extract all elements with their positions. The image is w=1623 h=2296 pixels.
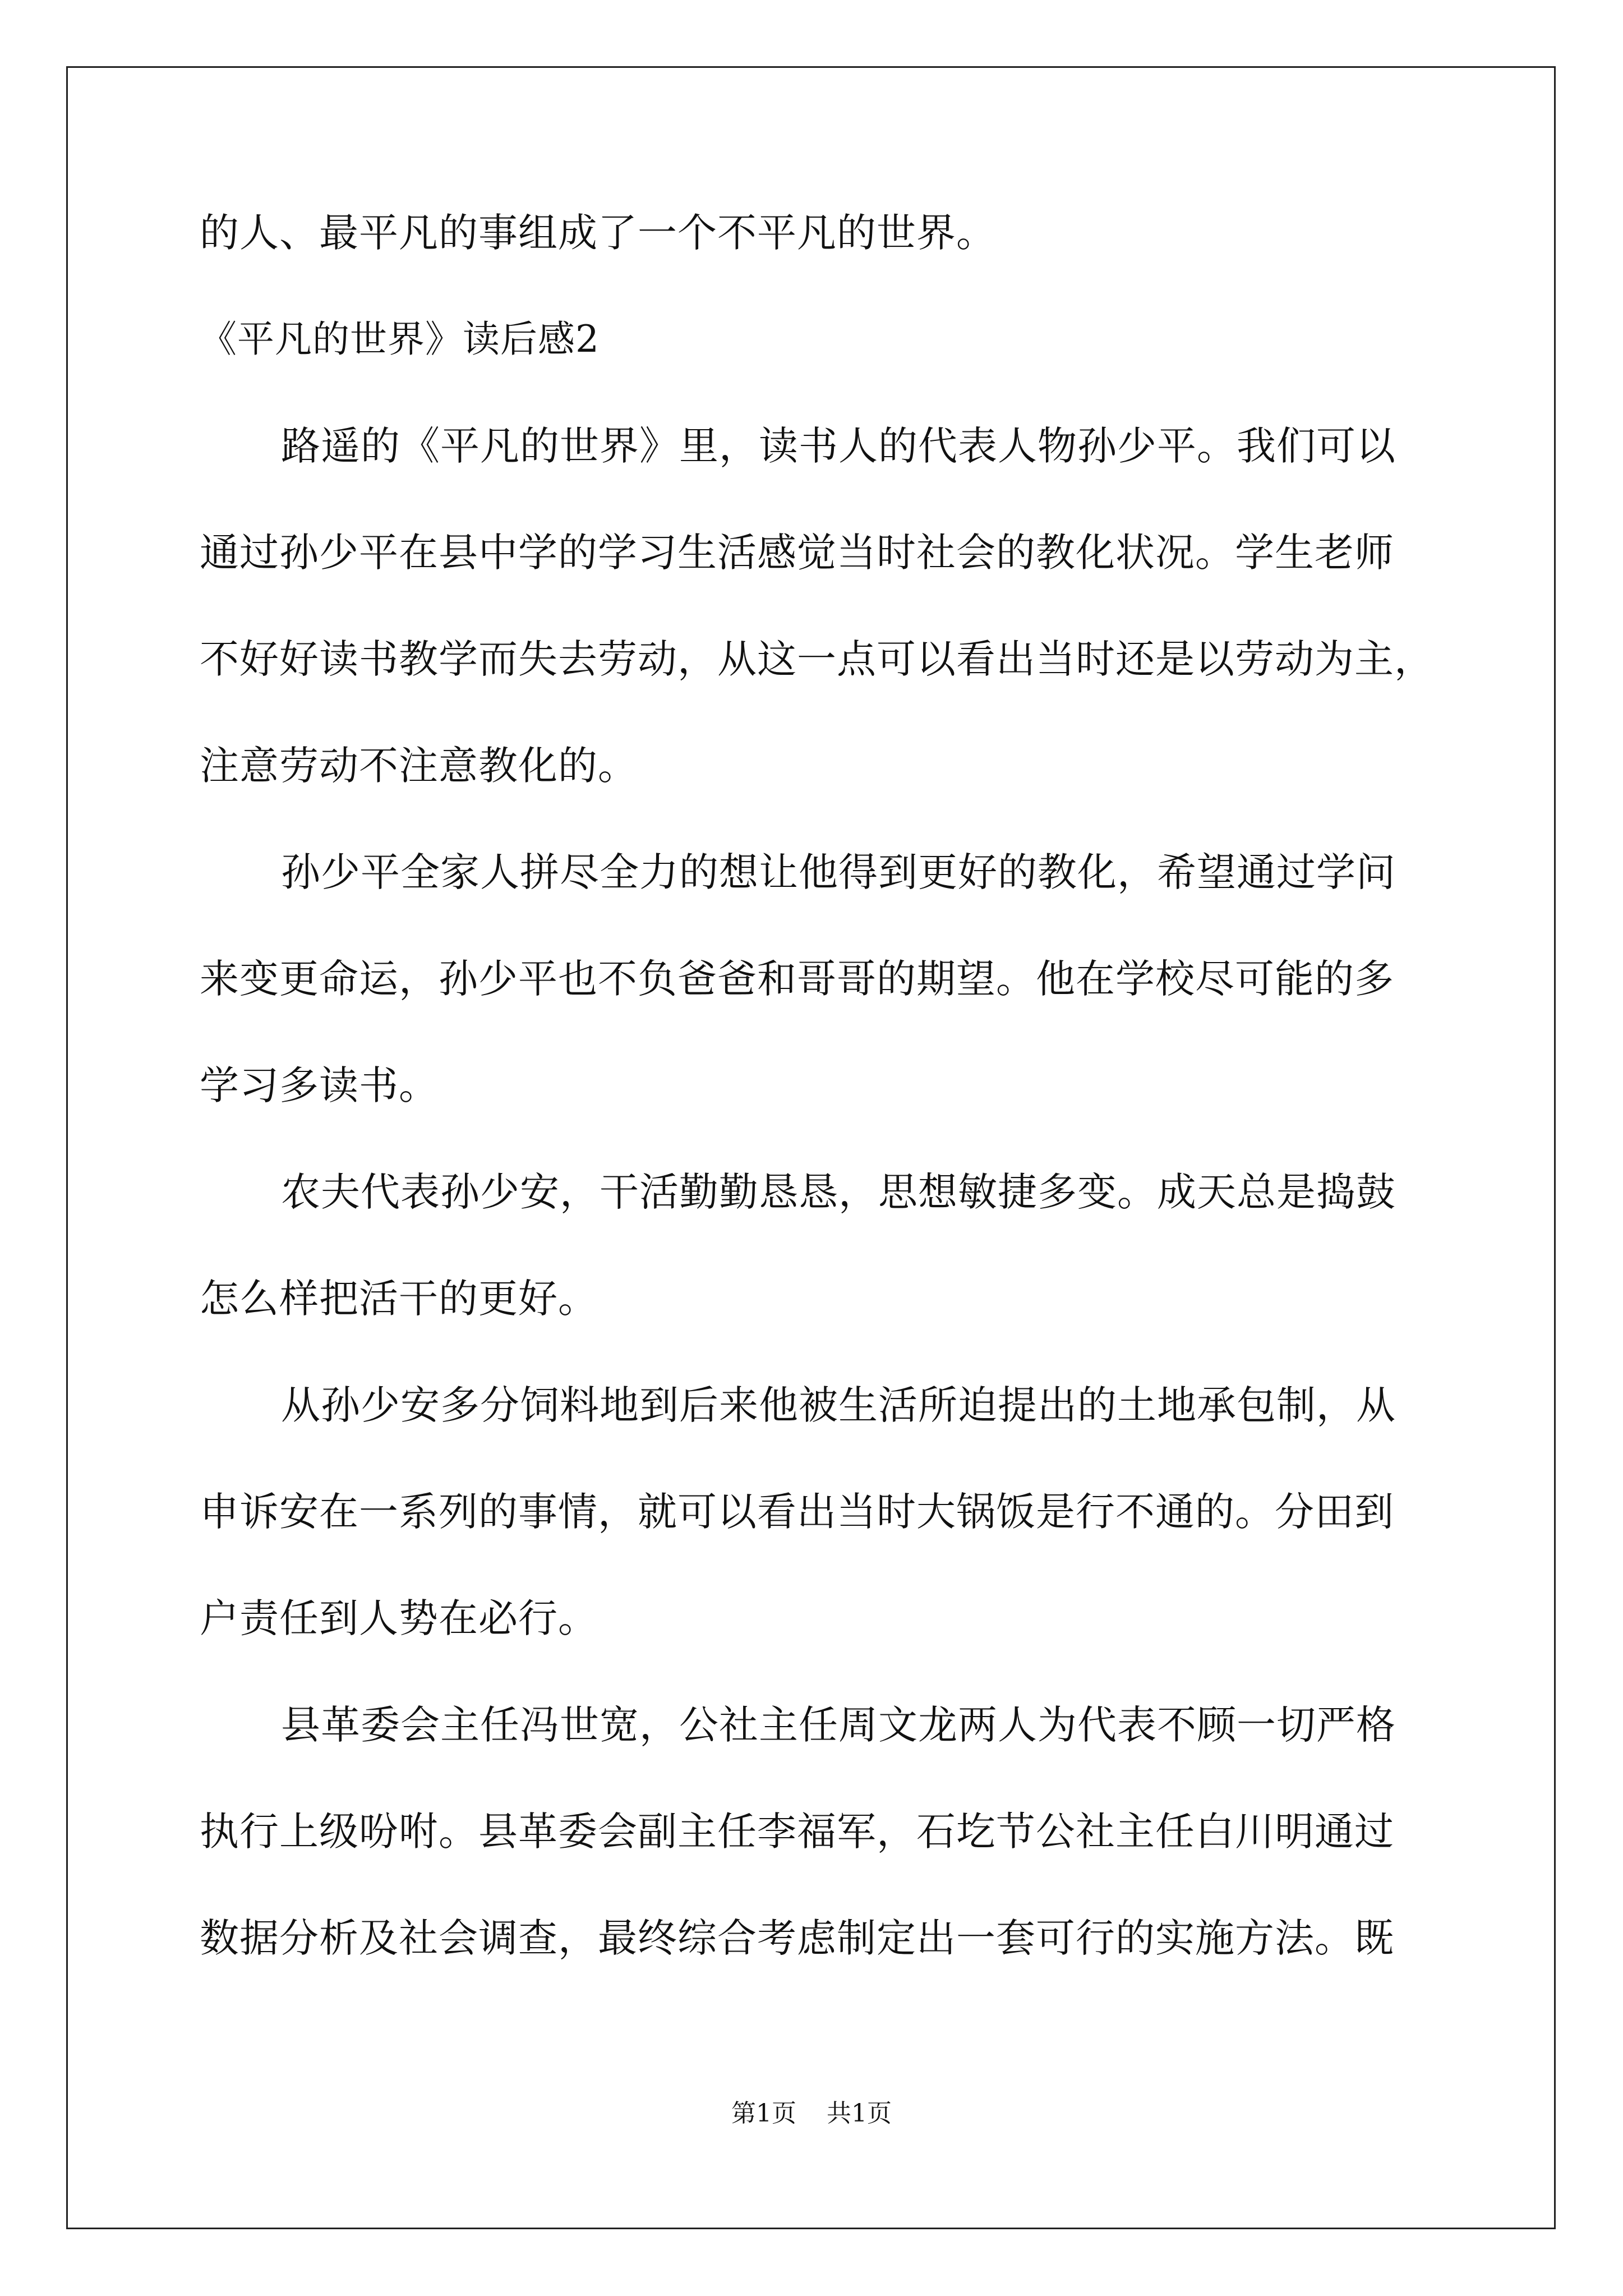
text-line: 申诉安在一系列的事情，就可以看出当时大锅饭是行不通的。分田到 [200, 1489, 1394, 1535]
text-line: 注意劳动不注意教化的。 [200, 743, 638, 789]
text-line: 学习多读书。 [200, 1062, 439, 1108]
text-line: 路遥的《平凡的世界》里，读书人的代表人物孙少平。我们可以 [281, 423, 1396, 469]
page-total: 共1页 [827, 2099, 892, 2128]
text-line: 孙少平全家人拼尽全力的想让他得到更好的教化，希望通过学问 [281, 849, 1396, 895]
document-body [200, 208, 1439, 2019]
text-line: 农夫代表孙少安，干活勤勤恳恳，思想敏捷多变。成天总是捣鼓 [281, 1169, 1396, 1215]
page-footer [0, 2097, 1623, 2131]
text-line: 来变更命运，孙少平也不负爸爸和哥哥的期望。他在学校尽可能的多 [200, 956, 1394, 1002]
text-line: 通过孙少平在县中学的学习生活感觉当时社会的教化状况。学生老师 [200, 530, 1394, 576]
text-line: 怎么样把活干的更好。 [200, 1276, 598, 1322]
text-line: 数据分析及社会调查，最终综合考虑制定出一套可行的实施方法。既 [200, 1915, 1394, 1961]
text-line: 不好好读书教学而失去劳动，从这一点可以看出当时还是以劳动为主， [200, 636, 1434, 682]
text-line: 户责任到人势在必行。 [200, 1595, 598, 1641]
section-heading: 《平凡的世界》读后感2 [200, 318, 600, 361]
text-line: 的人、最平凡的事组成了一个不平凡的世界。 [200, 210, 996, 256]
page-number: 第1页 [731, 2099, 796, 2128]
text-line: 县革委会主任冯世宽，公社主任周文龙两人为代表不顾一切严格 [281, 1702, 1396, 1748]
text-line: 从孙少安多分饲料地到后来他被生活所迫提出的土地承包制，从 [281, 1382, 1396, 1428]
text-line: 执行上级吩咐。县革委会副主任李福军，石圪节公社主任白川明通过 [200, 1809, 1394, 1855]
